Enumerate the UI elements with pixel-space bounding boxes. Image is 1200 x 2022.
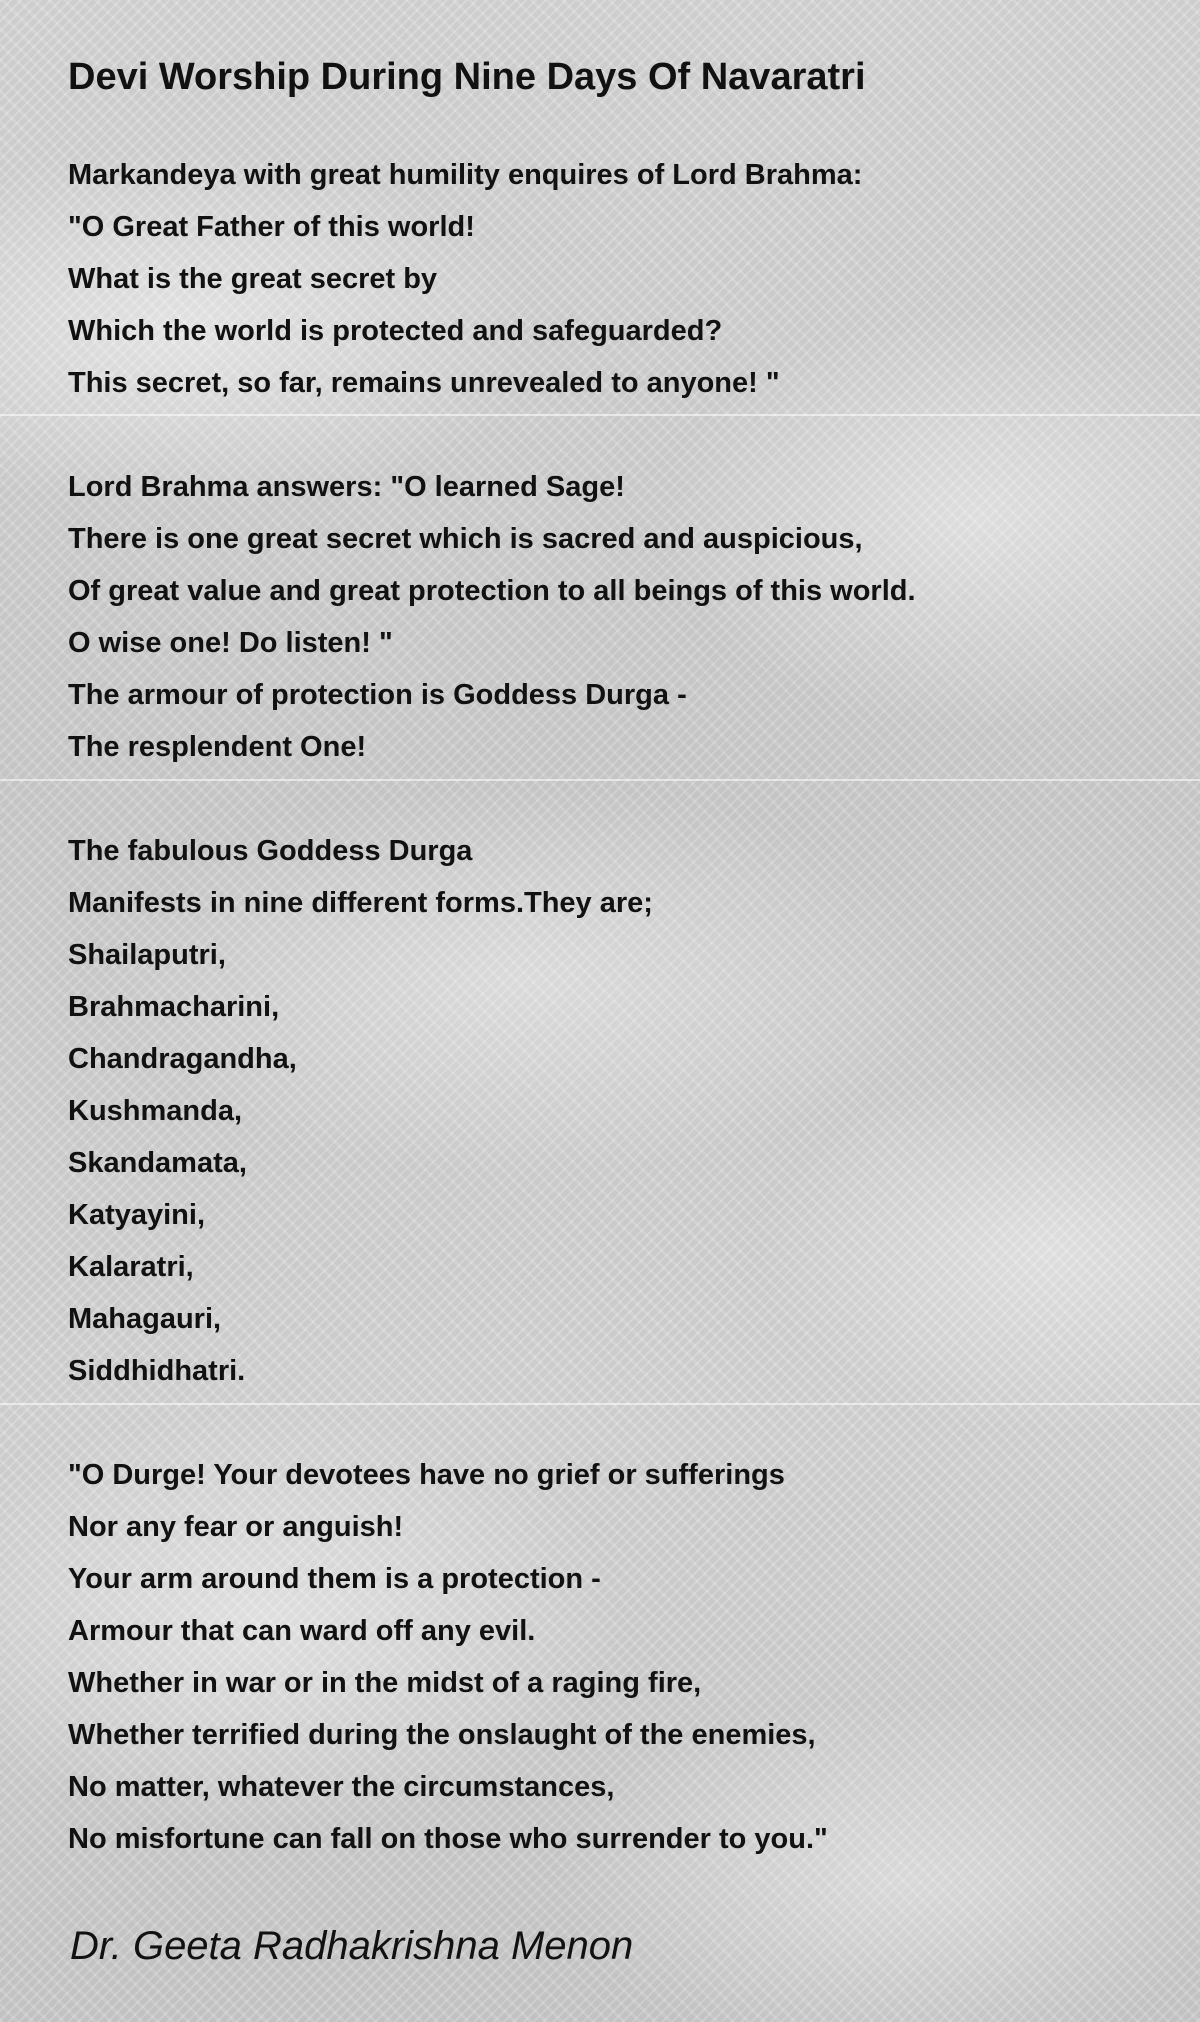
poem-line: Whether in war or in the midst of a raging fire, — [68, 1667, 702, 1699]
poem-line: Armour that can ward off any evil. — [68, 1615, 536, 1647]
poem-line: This secret, so far, remains unrevealed to anyone! " — [68, 367, 780, 399]
poem-line: Brahmacharini, — [68, 991, 280, 1023]
poem-line: There is one great secret which is sacred and auspicious, — [68, 523, 863, 555]
poem-line: Siddhidhatri. — [68, 1355, 246, 1387]
poem-line: Mahagauri, — [68, 1303, 222, 1335]
poem-line: Kalaratri, — [68, 1251, 194, 1283]
poem-line: The armour of protection is Goddess Durga - — [68, 679, 687, 711]
poem-line: The fabulous Goddess Durga — [68, 835, 473, 867]
poem-line: Whether terrified during the onslaught of the enemies, — [68, 1719, 816, 1751]
texture-seam — [0, 779, 1200, 781]
poem-line: Nor any fear or anguish! — [68, 1511, 404, 1543]
poem-title: Devi Worship During Nine Days Of Navaratri — [68, 56, 866, 98]
poem-line: Chandragandha, — [68, 1043, 297, 1075]
poem-line: The resplendent One! — [68, 731, 367, 763]
poem-line: Which the world is protected and safeguarded? — [68, 315, 723, 347]
poem-line: No matter, whatever the circumstances, — [68, 1771, 615, 1803]
poem-line: Katyayini, — [68, 1199, 205, 1231]
poem-line: "O Durge! Your devotees have no grief or sufferings — [68, 1459, 785, 1491]
poem-line: Manifests in nine different forms.They are; — [68, 887, 653, 919]
poem-line: Your arm around them is a protection - — [68, 1563, 601, 1595]
texture-seam — [0, 1403, 1200, 1405]
poem-line: No misfortune can fall on those who surrender to you." — [68, 1823, 828, 1855]
poem-line: Markandeya with great humility enquires of Lord Brahma: — [68, 159, 863, 191]
poem-line: Kushmanda, — [68, 1095, 243, 1127]
poem-line: Skandamata, — [68, 1147, 247, 1179]
poem-line: Of great value and great protection to all beings of this world. — [68, 575, 916, 607]
poem-line: O wise one! Do listen! " — [68, 627, 393, 659]
poem-line: Lord Brahma answers: "O learned Sage! — [68, 471, 625, 503]
texture-seam — [0, 414, 1200, 416]
poem-line: "O Great Father of this world! — [68, 211, 475, 243]
poem-line: Shailaputri, — [68, 939, 226, 971]
poem-line: What is the great secret by — [68, 263, 438, 295]
poem-author: Dr. Geeta Radhakrishna Menon — [70, 1924, 634, 1968]
